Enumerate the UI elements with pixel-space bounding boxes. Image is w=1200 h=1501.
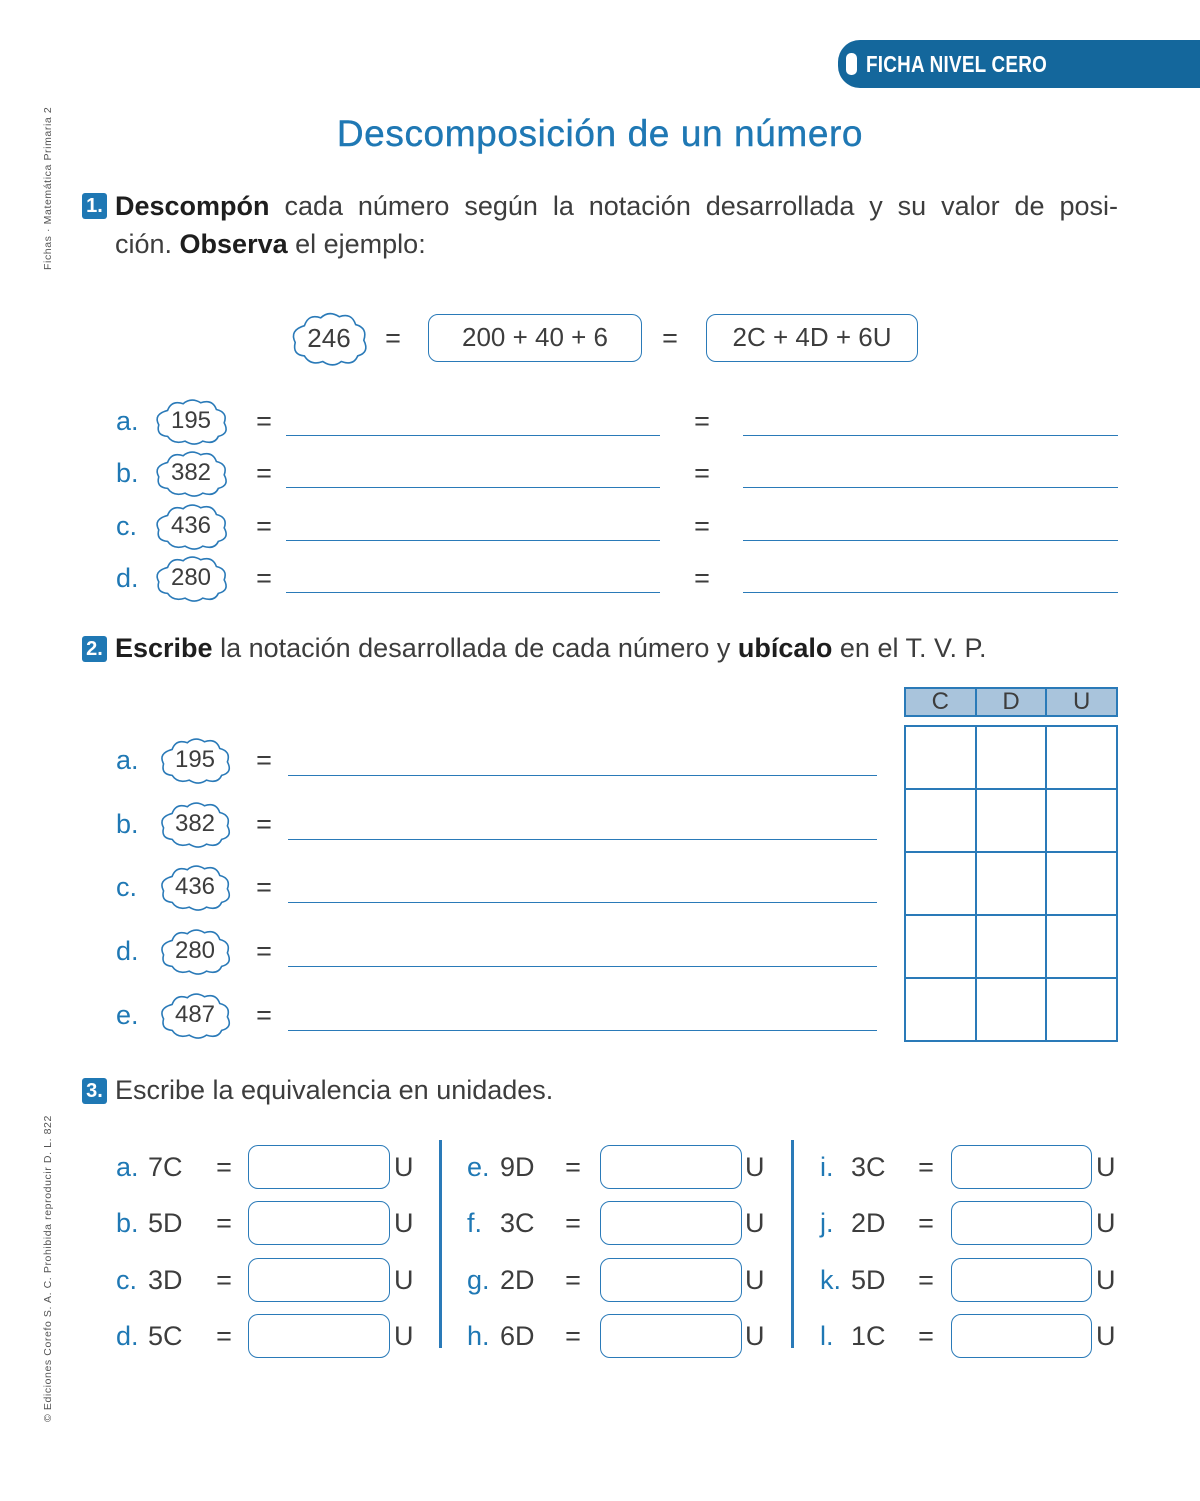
number-cloud [150, 449, 232, 497]
tvp-cell[interactable] [977, 979, 1046, 1040]
cloud-number: 280 [170, 564, 212, 591]
instruction-text: cada número según la notación desarrollada y su valor de posi- [269, 191, 1118, 221]
answer-box[interactable] [951, 1258, 1092, 1302]
exercise2-row [0, 989, 890, 1041]
unit-label: U [394, 1265, 414, 1295]
expanded-notation-blank[interactable] [288, 1030, 877, 1031]
tvp-cell[interactable] [1047, 727, 1116, 788]
equivalence-item [467, 1254, 767, 1306]
level-banner [838, 40, 1200, 88]
item-label: h. [467, 1321, 490, 1351]
exercise2-row [0, 734, 890, 786]
item-value: 3C [851, 1152, 886, 1182]
tvp-header-cell: U [1047, 689, 1116, 715]
example-place-value-box: 2C + 4D + 6U [706, 314, 918, 362]
item-label: g. [467, 1265, 490, 1295]
instruction-verb: Observa [179, 229, 288, 259]
tvp-cell[interactable] [1047, 790, 1116, 851]
instruction-verb: Descompón [115, 191, 270, 221]
equals-sign: = [694, 406, 710, 436]
exercise1-row [0, 447, 1200, 499]
item-value: 2D [851, 1208, 886, 1238]
place-value-blank[interactable] [743, 435, 1118, 436]
answer-box[interactable] [600, 1201, 742, 1245]
tvp-cell[interactable] [906, 853, 975, 914]
equals-sign: = [385, 323, 401, 353]
equals-sign: = [918, 1152, 934, 1182]
equals-sign: = [256, 1000, 272, 1030]
equals-sign: = [565, 1265, 581, 1295]
answer-box[interactable] [248, 1201, 390, 1245]
item-value: 5D [851, 1265, 886, 1295]
item-value: 3C [500, 1208, 535, 1238]
item-label: j. [820, 1208, 834, 1238]
equivalence-item [820, 1197, 1120, 1249]
equivalence-item [116, 1310, 416, 1362]
row-label: c. [116, 511, 138, 541]
answer-box[interactable] [248, 1314, 390, 1358]
equivalence-item [467, 1141, 767, 1193]
equals-sign: = [662, 323, 678, 353]
exercise2-row [0, 861, 890, 913]
exercise1-instruction [115, 187, 1118, 263]
tvp-cell[interactable] [1047, 916, 1116, 977]
unit-label: U [1096, 1265, 1116, 1295]
answer-box[interactable] [951, 1145, 1092, 1189]
instruction-text: ción. [115, 229, 180, 259]
pill-icon [846, 53, 857, 75]
expanded-notation-blank[interactable] [288, 966, 877, 967]
row-label: d. [116, 936, 139, 966]
equivalence-item [820, 1141, 1120, 1193]
equals-sign: = [565, 1152, 581, 1182]
tvp-cell[interactable] [977, 853, 1046, 914]
unit-label: U [745, 1265, 765, 1295]
unit-label: U [745, 1208, 765, 1238]
equals-sign: = [256, 809, 272, 839]
equals-sign: = [256, 511, 272, 541]
equals-sign: = [256, 936, 272, 966]
tvp-cell[interactable] [1047, 853, 1116, 914]
equivalence-item [467, 1310, 767, 1362]
instruction-text: en el T. V. P. [832, 633, 987, 663]
item-value: 5D [148, 1208, 183, 1238]
equals-sign: = [694, 458, 710, 488]
instruction-verb: Escribe [115, 633, 213, 663]
equivalence-item [820, 1254, 1120, 1306]
cloud-number: 436 [174, 873, 216, 900]
expanded-notation-blank[interactable] [286, 435, 660, 436]
tvp-cell[interactable] [977, 790, 1046, 851]
unit-label: U [745, 1152, 765, 1182]
cloud-number: 195 [170, 407, 212, 434]
equals-sign: = [694, 563, 710, 593]
item-label: e. [467, 1152, 490, 1182]
row-label: e. [116, 1000, 139, 1030]
equals-sign: = [565, 1208, 581, 1238]
instruction-verb: ubícalo [737, 633, 833, 663]
item-value: 7C [148, 1152, 183, 1182]
expanded-notation-blank[interactable] [288, 839, 877, 840]
unit-label: U [1096, 1321, 1116, 1351]
cloud-number: 382 [174, 810, 216, 837]
equivalence-item [116, 1141, 416, 1193]
number-cloud [155, 863, 235, 911]
answer-box[interactable] [951, 1314, 1092, 1358]
row-label: a. [116, 745, 139, 775]
item-label: f. [467, 1208, 483, 1238]
tvp-header-cell: C [906, 689, 975, 715]
item-label: b. [116, 1208, 139, 1238]
row-label: c. [116, 872, 138, 902]
page-title: Descomposición de un número [336, 113, 864, 154]
cloud-number: 487 [174, 1001, 216, 1028]
item-label: k. [820, 1265, 842, 1295]
equals-sign: = [918, 1208, 934, 1238]
exercise2-instruction [115, 629, 987, 667]
expanded-notation-blank[interactable] [286, 540, 660, 541]
answer-box[interactable] [248, 1258, 390, 1302]
item-label: c. [116, 1265, 138, 1295]
item-value: 5C [148, 1321, 183, 1351]
tvp-header-cell: D [977, 689, 1046, 715]
item-label: l. [820, 1321, 834, 1351]
equals-sign: = [216, 1152, 232, 1182]
item-value: 2D [500, 1265, 535, 1295]
equals-sign: = [256, 406, 272, 436]
equivalence-item [116, 1197, 416, 1249]
banner-label: FICHA NIVEL CERO [866, 51, 1048, 77]
exercise1-number-badge: 1. [82, 193, 107, 219]
exercise1-row [0, 500, 1200, 552]
equals-sign: = [256, 745, 272, 775]
instruction-line [115, 187, 1118, 225]
place-value-blank[interactable] [743, 540, 1118, 541]
equals-sign: = [216, 1265, 232, 1295]
equals-sign: = [256, 563, 272, 593]
equals-sign: = [918, 1265, 934, 1295]
item-value: 6D [500, 1321, 535, 1351]
number-cloud [155, 991, 235, 1039]
side-copyright-text: © Ediciones Corefo S. A. C. Prohibida reproducir D. L. 822 [42, 1115, 54, 1422]
cloud-number: 195 [174, 746, 216, 773]
tvp-table-body [904, 725, 1118, 1042]
tvp-cell[interactable] [906, 916, 975, 977]
answer-box[interactable] [600, 1314, 742, 1358]
instruction-line [115, 225, 1118, 263]
item-value: 3D [148, 1265, 183, 1295]
equivalence-item [116, 1254, 416, 1306]
number-cloud [150, 502, 232, 550]
unit-label: U [745, 1321, 765, 1351]
unit-label: U [394, 1208, 414, 1238]
row-label: a. [116, 406, 139, 436]
equals-sign: = [256, 872, 272, 902]
equals-sign: = [256, 458, 272, 488]
instruction-text: el ejemplo: [287, 229, 426, 259]
exercise3-number-badge: 3. [82, 1078, 107, 1104]
equals-sign: = [918, 1321, 934, 1351]
cloud-number: 382 [170, 459, 212, 486]
row-label: b. [116, 809, 139, 839]
number-cloud [155, 800, 235, 848]
place-value-blank[interactable] [743, 487, 1118, 488]
item-label: a. [116, 1152, 139, 1182]
number-cloud [286, 310, 372, 366]
exercise1-row [0, 395, 1200, 447]
exercise2-row [0, 798, 890, 850]
answer-box[interactable] [951, 1201, 1092, 1245]
unit-label: U [1096, 1152, 1116, 1182]
number-cloud [155, 736, 235, 784]
equals-sign: = [216, 1321, 232, 1351]
item-label: i. [820, 1152, 834, 1182]
expanded-notation-blank[interactable] [288, 902, 877, 903]
exercise3-instruction: Escribe la equivalencia en unidades. [115, 1075, 554, 1105]
exercise2-number-badge: 2. [82, 636, 107, 662]
number-cloud [155, 927, 235, 975]
place-value-blank[interactable] [743, 592, 1118, 593]
equals-sign: = [216, 1208, 232, 1238]
tvp-cell[interactable] [906, 727, 975, 788]
unit-label: U [394, 1321, 414, 1351]
row-label: d. [116, 563, 139, 593]
expanded-notation-blank[interactable] [286, 592, 660, 593]
equals-sign: = [694, 511, 710, 541]
expanded-notation-blank[interactable] [288, 775, 877, 776]
tvp-cell[interactable] [906, 790, 975, 851]
column-divider [791, 1140, 794, 1348]
answer-box[interactable] [600, 1145, 742, 1189]
example-row [0, 312, 1200, 364]
cloud-number: 246 [307, 322, 351, 353]
cloud-number: 436 [170, 512, 212, 539]
column-divider [439, 1140, 442, 1348]
number-cloud [150, 554, 232, 602]
answer-box[interactable] [600, 1258, 742, 1302]
unit-label: U [1096, 1208, 1116, 1238]
exercise2-row [0, 925, 890, 977]
number-cloud [150, 397, 232, 445]
tvp-cell[interactable] [977, 916, 1046, 977]
example-expanded-box: 200 + 40 + 6 [428, 314, 642, 362]
exercise1-row [0, 552, 1200, 604]
tvp-cell[interactable] [1047, 979, 1116, 1040]
equivalence-item [820, 1310, 1120, 1362]
row-label: b. [116, 458, 139, 488]
cloud-number: 280 [174, 937, 216, 964]
instruction-text: la notación desarrollada de cada número y [212, 633, 738, 663]
tvp-cell[interactable] [977, 727, 1046, 788]
item-value: 9D [500, 1152, 535, 1182]
equals-sign: = [565, 1321, 581, 1351]
item-label: d. [116, 1321, 139, 1351]
answer-box[interactable] [248, 1145, 390, 1189]
side-series-text: Fichas · Matemática Primaria 2 [42, 106, 54, 270]
item-value: 1C [851, 1321, 886, 1351]
unit-label: U [394, 1152, 414, 1182]
tvp-cell[interactable] [906, 979, 975, 1040]
expanded-notation-blank[interactable] [286, 487, 660, 488]
equivalence-item [467, 1197, 767, 1249]
tvp-table-header [904, 687, 1118, 717]
